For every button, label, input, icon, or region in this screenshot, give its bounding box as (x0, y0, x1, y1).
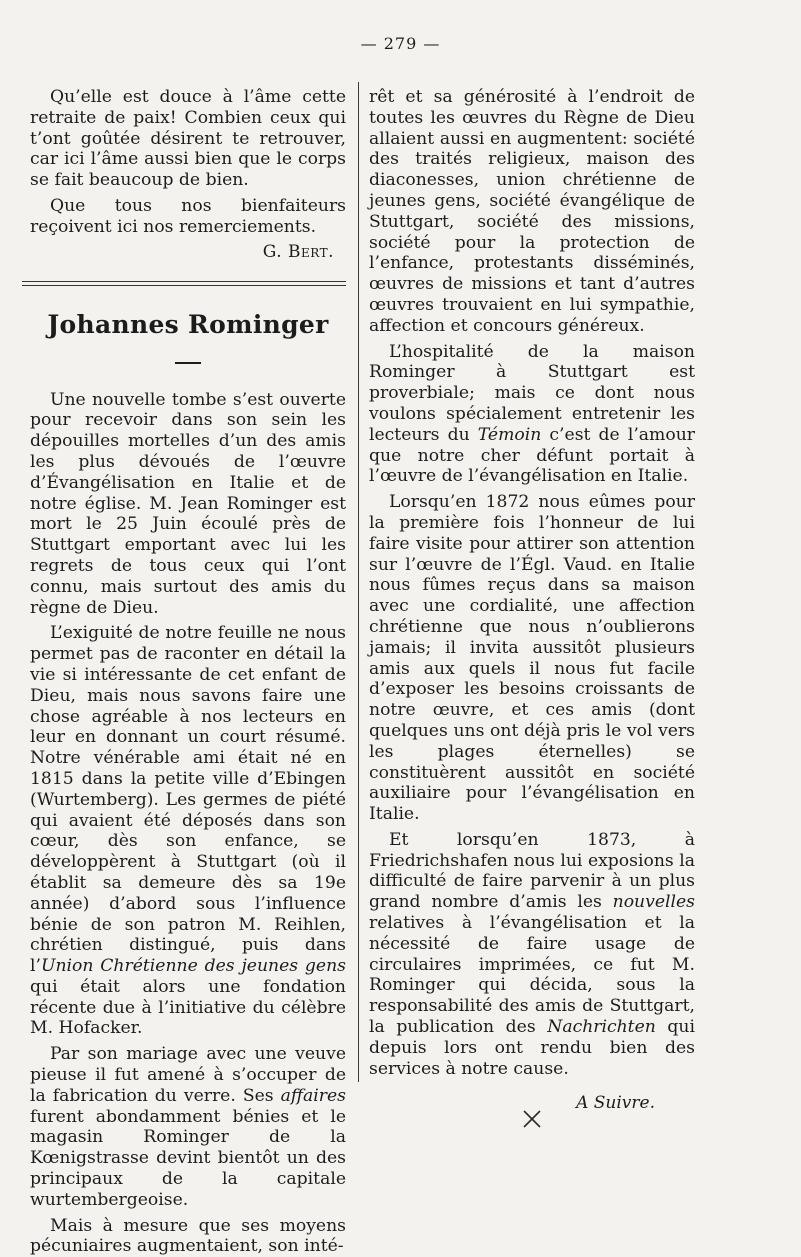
article-paragraph-7: Lorsqu’en 1872 nous eûmes pour la première fois l’honneur de lui faire visite pour attirer son attention sur l’œuvre de l’Égl. Vaud. en Italie nous fûmes reçus dans sa maison avec une cordialité, une affection chrétienne que nous n’oublierons jamais; il invita aussitôt plusieurs amis aux quels il nous fut facile d’exposer les besoins croissants de notre œuvre, et ces amis (dont quelques uns ont déjà pris le vol vers les plages éternelles) se constituèrent aussitôt en société auxiliaire pour l’évangélisation en Italie. (369, 492, 695, 825)
column-divider (358, 82, 359, 1082)
article-paragraph-2-text: L’exiguité de notre feuille ne nous permet pas de raconter en détail la vie si intéressante de cet enfant de Dieu, mais nous savons faire une chose agréable à nos lecteurs en leur en donnant un court résumé. Notre vénérable ami était né en 1815 dans la petite ville d’Ebingen (Wurtemberg). Les germes de piété qui avaient été déposés dans son cœur, dès son enfance, se développèrent à Stuttgart (où il établit sa demeure dès sa 19e année) d’abord sous l’influence bénie de son patron M. Reihlen, chrétien distingué, puis dans l’ (30, 623, 346, 977)
page-number: — 279 — (360, 34, 441, 53)
to-be-continued: A Suivre. (576, 1093, 655, 1114)
article-paragraph-2-end: qui était alors une fondation récente due à l’initiative du célèbre M. Hofacker. (30, 976, 346, 1039)
article-title: Johannes Rominger (47, 309, 329, 339)
article-paragraph-8 (369, 830, 695, 1080)
article-paragraph-8-text: Et lorsqu’en 1873, à Friedrichshafen nous lui exposions la difficulté de faire parvenir à un plus grand nombre d’amis les (369, 829, 695, 913)
article-paragraph-4: Mais à mesure que ses moyens pécuniaires augmentaient, son inté- (30, 1215, 346, 1257)
article-paragraph-6 (369, 342, 695, 488)
author-signature: G. Bert. (262, 241, 334, 262)
article-paragraph-3 (30, 1044, 346, 1210)
article-paragraph-3-italic: affaires (280, 1085, 346, 1106)
right-column (369, 87, 695, 1114)
article-paragraph-6-end: c’est de l’amour que notre cher défunt portait à l’œuvre de l’évangélisation en Italie. (369, 424, 695, 487)
closing-paragraph-2: Que tous nos bienfaiteurs reçoivent ici nos remerciements. (30, 195, 346, 237)
article-paragraph-1: Une nouvelle tombe s’est ouverte pour recevoir dans son sein les dépouilles mortelles d’un des amis les plus dévoués de l’œuvre d’Évangélisation en Italie et de notre église. M. Jean Rominger est mort le 25 Juin écoulé près de Stuttgart emportant avec lui les regrets de tous ceux qui l’ont connu, mais surtout des amis du règne de Dieu. (30, 389, 346, 618)
article-paragraph-8-mid: relatives à l’évangélisation et la nécessité de faire usage de circulaires imprimées, ce fut M. Rominger qui décida, sous la responsabilité des amis de Stuttgart, la publication des (369, 913, 695, 1038)
article-paragraph-8-italic-2: Nachrichten (547, 1017, 656, 1038)
end-cross-icon (521, 1108, 543, 1130)
article-paragraph-3-text: Par son mariage avec une veuve pieuse il fut amené à s’occuper de la fabrication du verre. Ses (30, 1044, 346, 1106)
closing-paragraph-1: Qu’elle est douce à l’âme cette retraite de paix! Combien ceux qui t’ont goûtée désirent te retrouver, car ici l’âme aussi bien que le corps se fait beaucoup de bien. (30, 87, 346, 191)
title-dash (175, 362, 201, 364)
article-paragraph-3-end: furent abondamment bénies et le magasin Rominger de la Kœnigstrasse devint bientôt un des principaux de la capitale wurtembergeoise. (30, 1106, 346, 1210)
left-column (30, 87, 346, 1257)
section-separator (22, 281, 346, 286)
article-paragraph-5: rêt et sa générosité à l’endroit de toutes les œuvres du Règne de Dieu allaient aussi en augmentent: société des traités religieux, maison des diaconesses, union chrétienne de jeunes gens, société évangélique de Stuttgart, société des missions, société pour la protection de l’enfance, protestants disséminés, œuvres de missions et tant d’autres œuvres trouvaient en lui sympathie, affection et concours généreux. (369, 87, 695, 336)
article-paragraph-8-italic-1: nouvelles (612, 892, 695, 913)
article-paragraph-2-italic: Union Chrétienne des jeunes gens (40, 956, 346, 977)
article-paragraph-2 (30, 623, 346, 1039)
article-paragraph-8-end: qui depuis lors ont rendu bien des services à notre cause. (369, 1017, 695, 1079)
article-paragraph-6-text: L’hospitalité de la maison Rominger à Stuttgart est proverbiale; mais ce dont nous voulons spécialement entretenir les lecteurs du (369, 341, 695, 445)
article-paragraph-6-italic: Témoin (477, 424, 542, 445)
